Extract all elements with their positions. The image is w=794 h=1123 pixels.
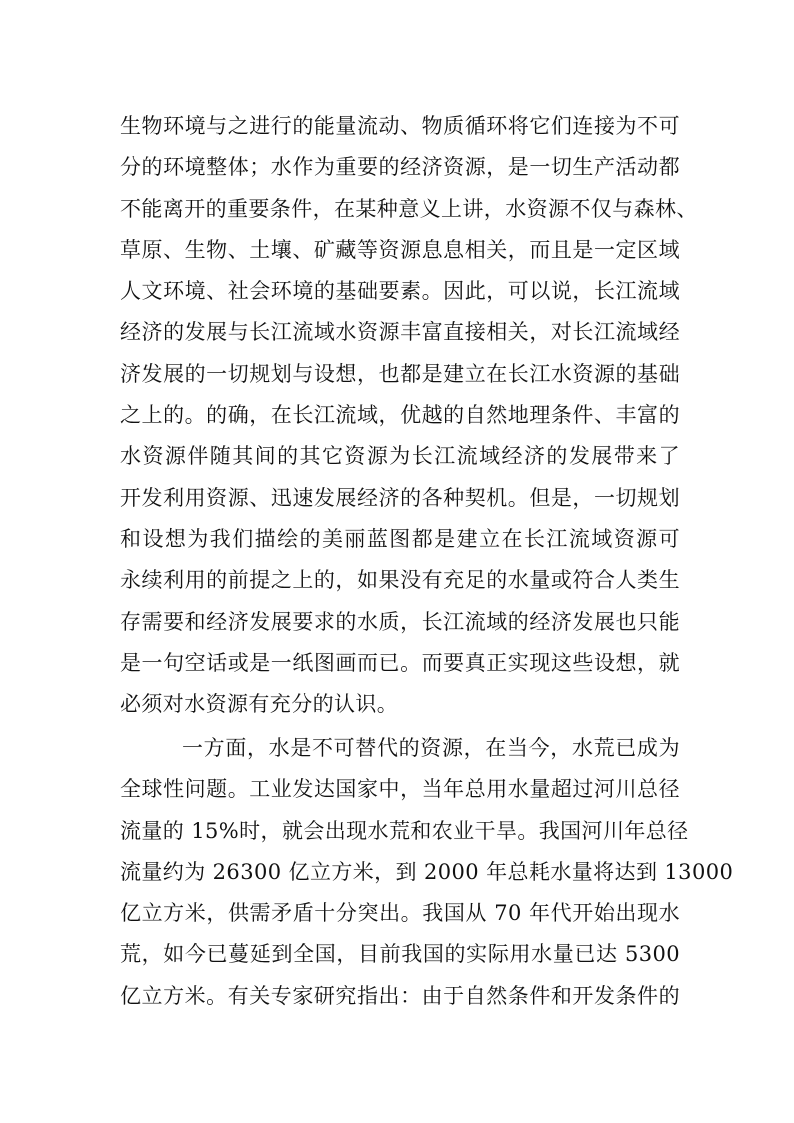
text-line: 存需要和经济发展要求的水质，长江流域的经济发展也只能: [120, 609, 680, 634]
text-line: 济发展的一切规划与设想，也都是建立在长江水资源的基础: [120, 361, 680, 386]
text-line: 水资源伴随其间的其它资源为长江流域经济的发展带来了: [120, 444, 680, 469]
text-line: 必须对水资源有充分的认识。: [120, 692, 399, 717]
paragraph-1: [120, 106, 698, 725]
text-line: 全球性问题。工业发达国家中，当年总用水量超过河川总径: [120, 777, 680, 802]
text-line: 草原、生物、土壤、矿藏等资源息息相关，而且是一定区域: [120, 237, 680, 262]
text-line: 亿立方米，供需矛盾十分突出。我国从 70 年代开始出现水: [120, 901, 680, 926]
text-line: 人文环境、社会环境的基础要素。因此，可以说，长江流域: [120, 279, 680, 304]
text-line: 是一句空话或是一纸图画而已。而要真正实现这些设想，就: [120, 650, 680, 675]
text-line: 一方面，水是不可替代的资源，在当今，水荒已成为: [182, 736, 680, 760]
text-line: 流量的 15%时，就会出现水荒和农业干旱。我国河川年总径: [120, 818, 689, 843]
text-line: 荒，如今已蔓延到全国，目前我国的实际用水量已达 5300: [120, 942, 680, 967]
text-line: 分的环境整体；水作为重要的经济资源，是一切生产活动都: [120, 155, 680, 180]
text-line: 不能离开的重要条件，在某种意义上讲，水资源不仅与森林、: [120, 196, 698, 221]
text-line: 和设想为我们描绘的美丽蓝图都是建立在长江流域资源可: [120, 526, 680, 551]
paragraph-2: [120, 728, 734, 1017]
text-line: 经济的发展与长江流域水资源丰富直接相关，对长江流域经: [120, 320, 680, 345]
text-line: 开发利用资源、迅速发展经济的各种契机。但是，一切规划: [120, 485, 680, 510]
text-line: 之上的。的确，在长江流域，优越的自然地理条件、丰富的: [120, 403, 680, 428]
text-line: 生物环境与之进行的能量流动、物质循环将它们连接为不可: [120, 114, 680, 138]
text-line: 流量约为 26300 亿立方米，到 2000 年总耗水量将达到 13000: [120, 859, 734, 884]
text-line: 亿立方米。有关专家研究指出：由于自然条件和开发条件的: [120, 983, 680, 1008]
text-line: 永续利用的前提之上的，如果没有充足的水量或符合人类生: [120, 568, 680, 593]
